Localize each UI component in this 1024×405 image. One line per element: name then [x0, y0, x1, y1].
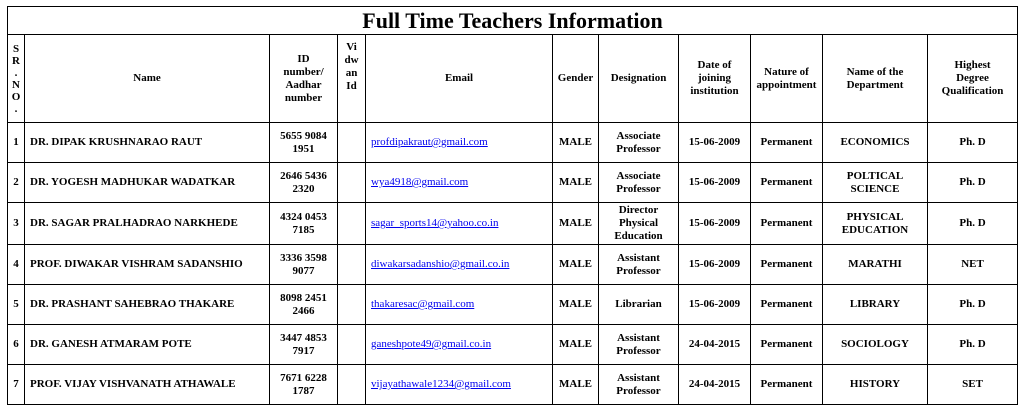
cell-sr: 1	[8, 123, 25, 163]
header-name: Name	[25, 35, 270, 123]
table-row	[8, 325, 1018, 365]
header-designation: Designation	[599, 35, 679, 123]
cell-department: HISTORY	[823, 365, 928, 405]
cell-id: 4324 0453 7185	[270, 203, 338, 245]
cell-id: 3447 4853 7917	[270, 325, 338, 365]
cell-gender: MALE	[553, 203, 599, 245]
cell-date-of-joining: 24-04-2015	[679, 325, 751, 365]
cell-nature: Permanent	[751, 325, 823, 365]
table-row	[8, 203, 1018, 245]
cell-vidwan-id	[338, 285, 366, 325]
cell-nature: Permanent	[751, 245, 823, 285]
cell-gender: MALE	[553, 365, 599, 405]
cell-gender: MALE	[553, 245, 599, 285]
cell-department: PHYSICAL EDUCATION	[823, 203, 928, 245]
cell-vidwan-id	[338, 365, 366, 405]
cell-qualification: Ph. D	[928, 163, 1018, 203]
cell-vidwan-id	[338, 203, 366, 245]
cell-date-of-joining: 15-06-2009	[679, 285, 751, 325]
header-row	[8, 35, 1018, 123]
header-nature-of-appointment: Nature of appointment	[751, 35, 823, 123]
cell-date-of-joining: 15-06-2009	[679, 123, 751, 163]
cell-designation: Associate Professor	[599, 123, 679, 163]
cell-qualification: SET	[928, 365, 1018, 405]
cell-id: 8098 2451 2466	[270, 285, 338, 325]
teachers-table-container	[7, 6, 1017, 405]
cell-date-of-joining: 15-06-2009	[679, 163, 751, 203]
cell-email	[366, 203, 553, 245]
table-row	[8, 123, 1018, 163]
table-row	[8, 163, 1018, 203]
cell-id: 5655 9084 1951	[270, 123, 338, 163]
table-row	[8, 365, 1018, 405]
cell-designation: Assistant Professor	[599, 325, 679, 365]
cell-name: PROF. DIWAKAR VISHRAM SADANSHIO	[25, 245, 270, 285]
cell-name: DR. DIPAK KRUSHNARAO RAUT	[25, 123, 270, 163]
cell-email	[366, 123, 553, 163]
cell-sr: 4	[8, 245, 25, 285]
header-qualification: Highest Degree Qualification	[928, 35, 1018, 123]
cell-department: POLTICAL SCIENCE	[823, 163, 928, 203]
cell-date-of-joining: 15-06-2009	[679, 203, 751, 245]
cell-gender: MALE	[553, 285, 599, 325]
cell-name: DR. YOGESH MADHUKAR WADATKAR	[25, 163, 270, 203]
header-department: Name of the Department	[823, 35, 928, 123]
cell-email	[366, 365, 553, 405]
email-link[interactable]: wya4918@gmail.com	[371, 176, 469, 188]
cell-id: 2646 5436 2320	[270, 163, 338, 203]
cell-nature: Permanent	[751, 365, 823, 405]
header-vidwan-id: Vi dw an Id	[338, 35, 366, 123]
cell-name: PROF. VIJAY VISHVANATH ATHAWALE	[25, 365, 270, 405]
header-id: ID number/ Aadhar number	[270, 35, 338, 123]
header-email: Email	[366, 35, 553, 123]
cell-designation: Assistant Professor	[599, 365, 679, 405]
cell-sr: 5	[8, 285, 25, 325]
cell-sr: 7	[8, 365, 25, 405]
cell-gender: MALE	[553, 123, 599, 163]
cell-nature: Permanent	[751, 123, 823, 163]
cell-vidwan-id	[338, 325, 366, 365]
email-link[interactable]: sagar_sports14@yahoo.co.in	[371, 217, 499, 229]
cell-id: 7671 6228 1787	[270, 365, 338, 405]
cell-sr: 6	[8, 325, 25, 365]
cell-name: DR. SAGAR PRALHADRAO NARKHEDE	[25, 203, 270, 245]
cell-sr: 3	[8, 203, 25, 245]
table-row	[8, 285, 1018, 325]
table-row	[8, 245, 1018, 285]
cell-sr: 2	[8, 163, 25, 203]
cell-qualification: NET	[928, 245, 1018, 285]
cell-vidwan-id	[338, 123, 366, 163]
cell-vidwan-id	[338, 245, 366, 285]
cell-designation: Assistant Professor	[599, 245, 679, 285]
header-srno: S R . N O .	[8, 35, 25, 123]
cell-nature: Permanent	[751, 285, 823, 325]
cell-qualification: Ph. D	[928, 123, 1018, 163]
cell-date-of-joining: 15-06-2009	[679, 245, 751, 285]
email-link[interactable]: ganeshpote49@gmail.co.in	[371, 338, 492, 350]
cell-designation: Director Physical Education	[599, 203, 679, 245]
cell-email	[366, 285, 553, 325]
header-gender: Gender	[553, 35, 599, 123]
cell-name: DR. GANESH ATMARAM POTE	[25, 325, 270, 365]
cell-nature: Permanent	[751, 163, 823, 203]
email-link[interactable]: profdipakraut@gmail.com	[371, 136, 488, 148]
cell-qualification: Ph. D	[928, 203, 1018, 245]
cell-id: 3336 3598 9077	[270, 245, 338, 285]
cell-qualification: Ph. D	[928, 285, 1018, 325]
cell-vidwan-id	[338, 163, 366, 203]
cell-name: DR. PRASHANT SAHEBRAO THAKARE	[25, 285, 270, 325]
cell-email	[366, 163, 553, 203]
cell-gender: MALE	[553, 163, 599, 203]
cell-department: ECONOMICS	[823, 123, 928, 163]
cell-qualification: Ph. D	[928, 325, 1018, 365]
cell-department: SOCIOLOGY	[823, 325, 928, 365]
cell-department: LIBRARY	[823, 285, 928, 325]
cell-email	[366, 325, 553, 365]
cell-designation: Librarian	[599, 285, 679, 325]
page-title: Full Time Teachers Information	[8, 7, 1018, 35]
teachers-table	[7, 6, 1018, 405]
email-link[interactable]: thakaresac@gmail.com	[371, 298, 475, 310]
header-date-of-joining: Date of joining institution	[679, 35, 751, 123]
cell-nature: Permanent	[751, 203, 823, 245]
email-link[interactable]: diwakarsadanshio@gmail.co.in	[371, 258, 510, 270]
cell-email	[366, 245, 553, 285]
cell-department: MARATHI	[823, 245, 928, 285]
cell-gender: MALE	[553, 325, 599, 365]
cell-designation: Associate Professor	[599, 163, 679, 203]
email-link[interactable]: vijayathawale1234@gmail.com	[371, 378, 511, 390]
cell-date-of-joining: 24-04-2015	[679, 365, 751, 405]
